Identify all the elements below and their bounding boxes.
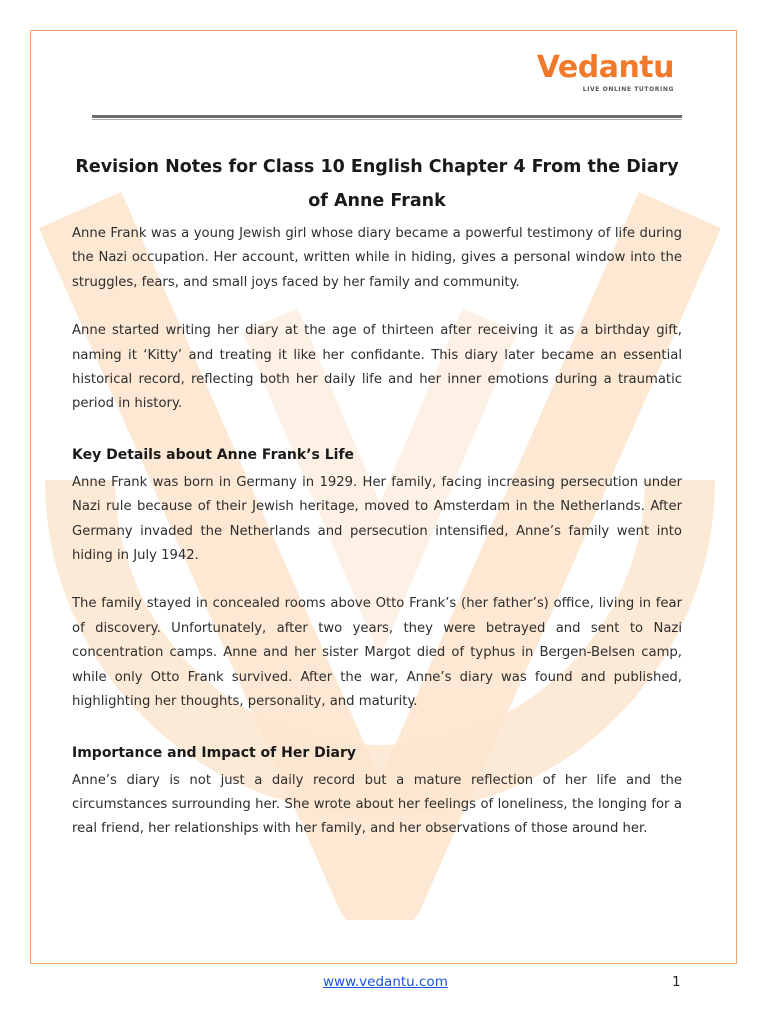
document-body (72, 150, 682, 842)
vedantu-logo[interactable] (537, 52, 674, 93)
section-heading-life: Key Details about Anne Frank’s Life (72, 446, 355, 463)
section1-paragraph-2: The family stayed in concealed rooms above Otto Frank’s (her father’s) office, living in fear of discovery. Unfortunately, after two years, they were betrayed and sent to Nazi concentration camps. Anne and her sister Margot died of typhus in Bergen-Belsen camp, while only Otto Frank survived. After the war, Anne’s diary was found and published, highlighting her thoughts, personality, and maturity. (72, 596, 682, 710)
page-title: Revision Notes for Class 10 English Chapter 4 From the Diary of Anne Frank (75, 157, 679, 211)
intro-paragraph-1: Anne Frank was a young Jewish girl whose diary became a powerful testimony of life during the Nazi occupation. Her account, written while in hiding, gives a personal window into the struggles, fears, and small joys faced by her family and community. (72, 226, 682, 290)
section2-paragraph-1: Anne’s diary is not just a daily record but a mature reflection of her life and the circumstances surrounding her. She wrote about her feelings of loneliness, the longing for a real friend, her relationships with her family, and her observations of those around her. (72, 772, 682, 837)
logo-tagline: LIVE ONLINE TUTORING (582, 86, 674, 93)
page-number: 1 (672, 974, 681, 990)
section-heading-impact: Importance and Impact of Her Diary (72, 744, 357, 761)
logo-wordmark: Vedantu (536, 50, 674, 85)
header-divider-thin (92, 119, 682, 120)
section1-paragraph-1: Anne Frank was born in Germany in 1929. Her family, facing increasing persecution under Nazi rule because of their Jewish heritage, moved to Amsterdam in the Netherlands. After Germany invaded the Netherlands and persecution intensified, Anne’s family went into hiding in July 1942. (72, 474, 682, 564)
header-divider (92, 115, 682, 118)
intro-paragraph-2: Anne started writing her diary at the age of thirteen after receiving it as a birthday gift, naming it ‘Kitty’ and treating it like her confidante. This diary later became an essential historical record, reflecting both her daily life and her inner emotions during a traumatic period in history. (72, 323, 682, 412)
vedantu-website-link[interactable]: www.vedantu.com (323, 974, 448, 990)
